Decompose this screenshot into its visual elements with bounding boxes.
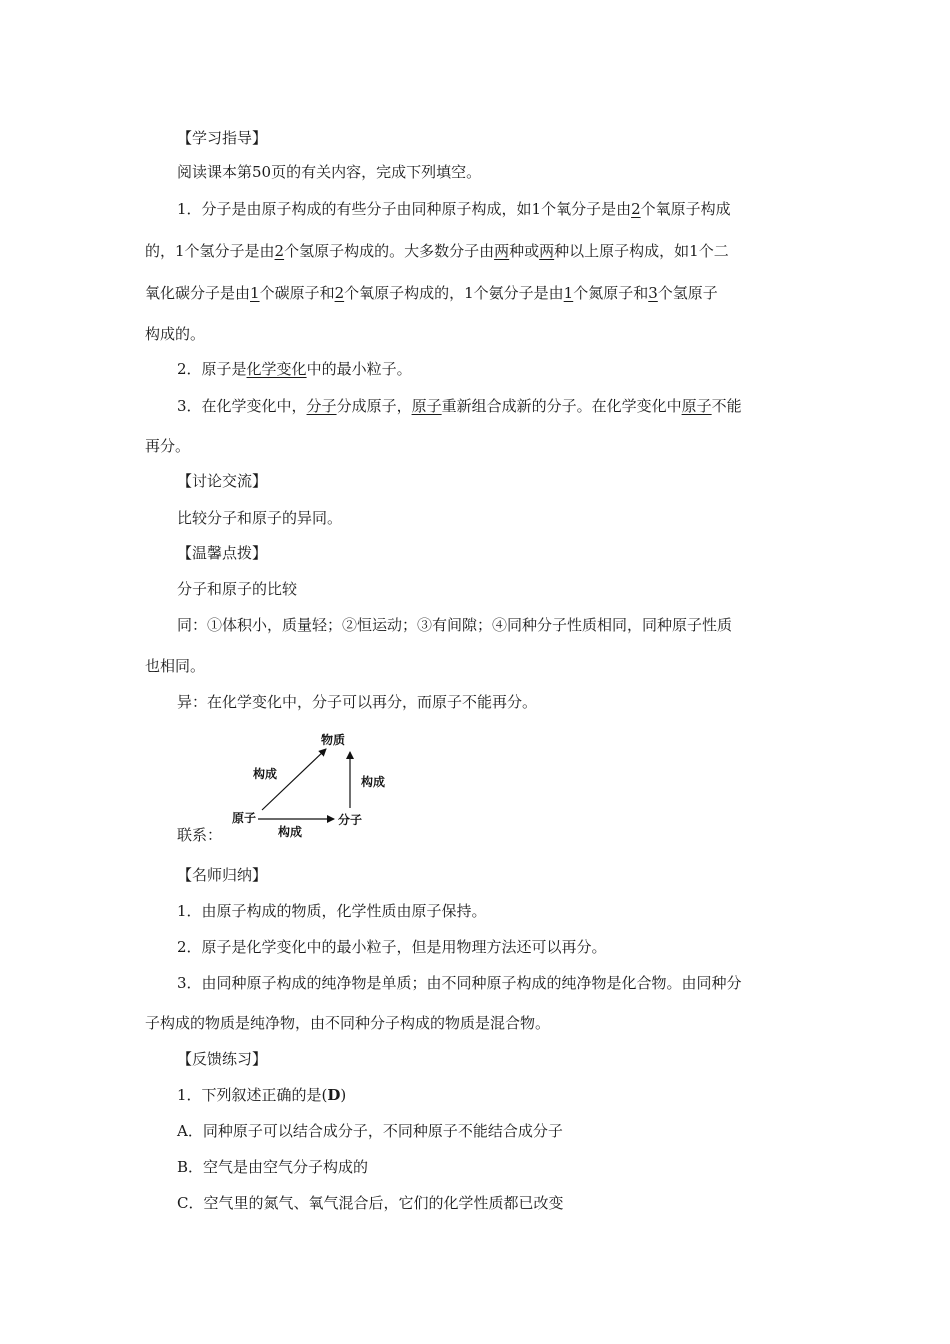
section-discussion: 【讨论交流】 [177,472,268,490]
node-atom: 原子 [232,811,257,825]
fill-p3-line1 [177,396,742,416]
section-tips: 【温馨点拨】 [177,544,268,562]
answer-blank: 两 [494,242,510,260]
text: 种或 [509,242,540,260]
text: 2．原子是 [177,360,247,378]
text: 氧化碳分子是由 [145,284,251,302]
link-label: 联系： [177,826,223,844]
option-c: C．空气里的氮气、氧气混合后，它们的化学性质都已改变 [177,1194,564,1212]
text: 分成原子， [336,397,412,415]
summary-1: 1．由原子构成的物质，化学性质由原子保持。 [177,902,487,920]
node-molecule: 分子 [338,813,363,827]
answer-blank: 2 [274,242,285,260]
fill-p1-line1 [177,199,731,219]
option-a: A．同种原子可以结合成分子，不同种原子不能结合成分子 [177,1122,563,1140]
fill-p3-line2: 再分。 [145,437,191,455]
summary-3-line1: 3．由同种原子构成的纯净物是单质；由不同种原子构成的纯净物是化合物。由同种分 [177,974,742,992]
answer-blank: 2 [334,284,345,302]
text: 的，1个氢分子是由 [145,242,275,260]
label-compose-horizontal: 构成 [278,825,303,839]
answer-blank: 1 [250,284,260,302]
text: 重新组合成新的分子。在化学变化中 [441,397,682,415]
text: 个氮原子和 [573,284,649,302]
question-1 [177,1085,346,1105]
text: 个氢原子构成的。大多数分子由 [284,242,495,260]
text: 3．在化学变化中， [177,397,307,415]
node-matter: 物质 [321,733,346,747]
section-feedback: 【反馈练习】 [177,1050,268,1068]
answer-blank: 化学变化 [246,360,307,378]
fill-p2 [177,359,412,379]
matter-structure-diagram [225,730,405,840]
compare-title: 分子和原子的比较 [177,580,298,598]
section-teacher-summary: 【名师归纳】 [177,866,268,884]
label-compose-diagonal: 构成 [253,767,278,781]
fill-p1-line4: 构成的。 [145,325,206,343]
text: 个碳原子和 [259,284,335,302]
text: 个氧原子构成的，1个氨分子是由 [344,284,564,302]
discussion-text: 比较分子和原子的异同。 [177,509,343,527]
answer-blank: 1 [563,284,574,302]
compare-diff: 异：在化学变化中，分子可以再分，而原子不能再分。 [177,693,538,711]
intro-text: 阅读课本第50页的有关内容，完成下列填空。 [177,163,482,181]
fill-p1-line2 [145,241,729,261]
summary-3-line2: 子构成的物质是纯净物，由不同种分子构成的物质是混合物。 [145,1014,551,1032]
text: ) [340,1086,347,1104]
text: 不能 [711,397,742,415]
section-study-guide: 【学习指导】 [177,129,268,147]
answer-blank: 3 [648,284,658,302]
text: 个氢原子 [657,284,718,302]
fill-p1-line3 [145,283,718,303]
answer-blank: 原子 [681,397,712,415]
compare-same-line2: 也相同。 [145,657,206,675]
text: 种以上原子构成，如1个二 [554,242,729,260]
text: 中的最小粒子。 [306,360,412,378]
answer-blank: 两 [539,242,555,260]
option-b: B．空气是由空气分子构成的 [177,1158,369,1176]
answer-blank: 分子 [306,397,337,415]
label-compose-vertical: 构成 [361,775,386,789]
text: 1．分子是由原子构成的有些分子由同种原子构成，如1个氧分子是由 [177,200,632,218]
compare-same-line1: 同：①体积小，质量轻；②恒运动；③有间隙；④同种分子性质相同，同种原子性质 [177,616,733,634]
answer-blank: 2 [631,200,641,218]
text: 1．下列叙述正确的是( [177,1086,328,1104]
text: 个氧原子构成 [640,200,731,218]
answer-blank: 原子 [411,397,442,415]
answer: D [327,1086,341,1104]
summary-2: 2．原子是化学变化中的最小粒子，但是用物理方法还可以再分。 [177,938,607,956]
